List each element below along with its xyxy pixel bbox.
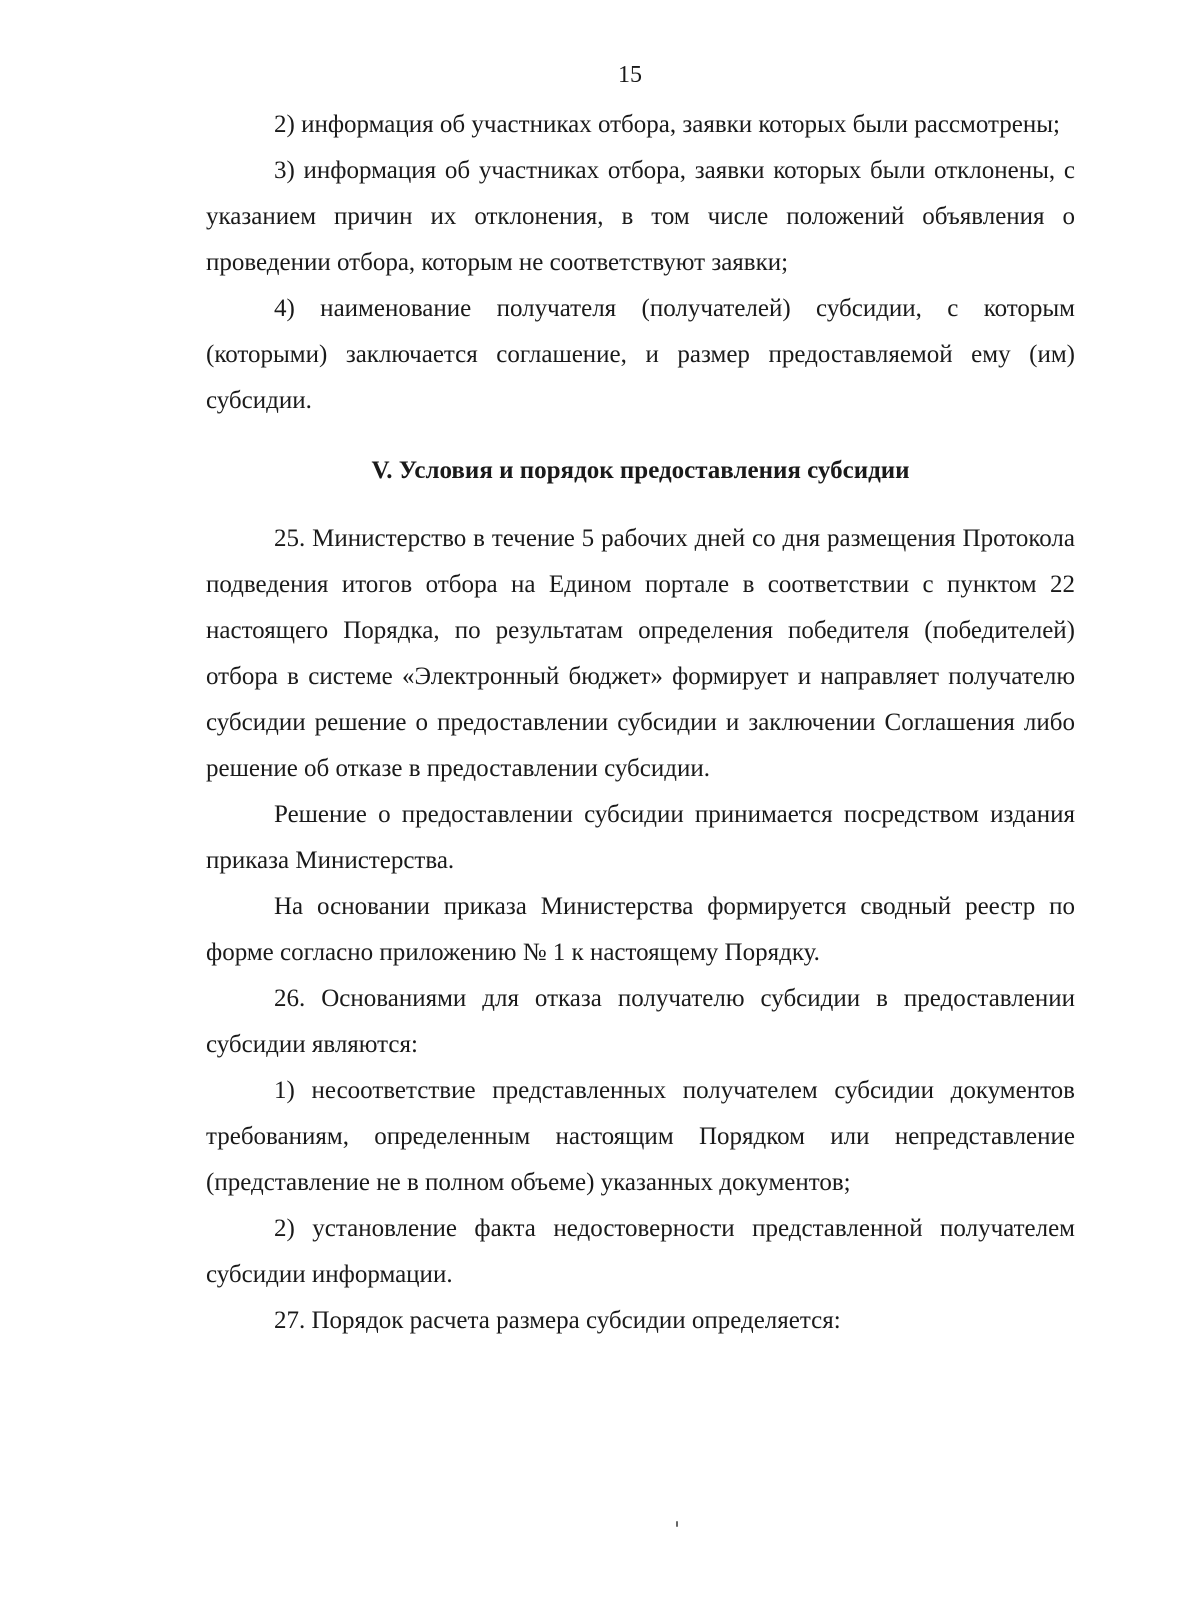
paragraph-registry: На основании приказа Министерства формируется сводный реестр по форме согласно приложению № 1 к настоящему Порядку. [206, 893, 1075, 966]
page-number: 15 [618, 62, 642, 88]
paragraph-26-item-2: 2) установление факта недостоверности представленной получателем субсидии информации. [206, 1215, 1075, 1288]
list-item-4: 4) наименование получателя (получателей) субсидии, с которым (которыми) заключается соглашение, и размер предоставляемой ему (им) субсидии. [206, 295, 1075, 414]
paragraph-decision: Решение о предоставлении субсидии принимается посредством издания приказа Министерства. [206, 801, 1075, 874]
paragraph-25: 25. Министерство в течение 5 рабочих дней со дня размещения Протокола подведения итогов отбора на Едином портале в соответствии с пунктом 22 настоящего Порядка, по результатам определения победителя (победителей) отбора в системе «Электронный бюджет» формирует и направляет получателю субсидии решение о предоставлении субсидии и заключении Соглашения либо решение об отказе в предоставлении субсидии. [206, 525, 1075, 782]
paragraph-26: 26. Основаниями для отказа получателю субсидии в предоставлении субсидии являются: [206, 985, 1075, 1058]
section-heading: V. Условия и порядок предоставления субсидии [371, 457, 910, 484]
scan-speck [676, 1521, 678, 1527]
paragraph-27: 27. Порядок расчета размера субсидии определяется: [274, 1307, 841, 1334]
list-item-3: 3) информация об участниках отбора, заявки которых были отклонены, с указанием причин их отклонения, в том числе положений объявления о проведении отбора, которым не соответствуют заявки; [206, 157, 1075, 276]
document-body [206, 102, 1075, 1344]
list-item-2: 2) информация об участниках отбора, заявки которых были рассмотрены; [274, 111, 1060, 138]
paragraph-26-item-1: 1) несоответствие представленных получателем субсидии документов требованиям, определенным настоящим Порядком или непредставление (представление не в полном объеме) указанных документов; [206, 1077, 1075, 1196]
